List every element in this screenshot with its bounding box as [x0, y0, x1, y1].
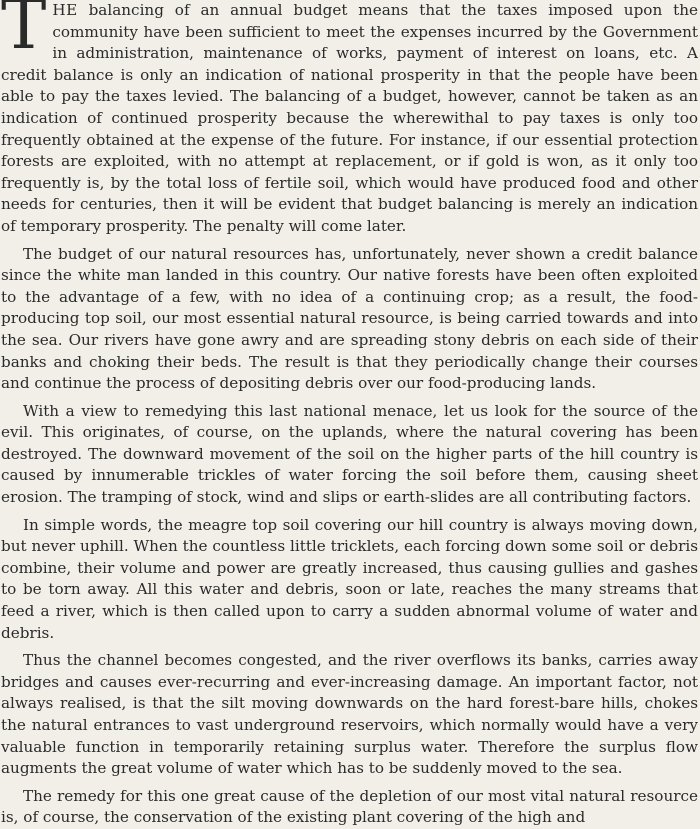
paragraph-4: In simple words, the meagre top soil covering our hill country is always moving down, but never uphill. When the countless little tricklets, each forcing down some soil or debris combine, their volume and power are greatly increased, thus causing gullies and gashes to be torn away. All this water and debris, soon or late, reaches the many streams that feed a river, which is then called upon to carry a sudden abnormal volume of water and debris.: [1, 515, 698, 642]
paragraph-6: The remedy for this one great cause of the depletion of our most vital natural resource is, of course, the conservation of the existing plant covering of the high and: [1, 786, 698, 827]
paragraph-5: Thus the channel becomes congested, and the river overflows its banks, carries away bridges and causes ever-recurring and ever-increasing damage. An important factor, not always realised, is that the silt moving downwards on the hard forest-bare hills, chokes the natural entrances to vast underground reservoirs, which normally would have a very valuable function in temporarily retaining surplus water. Therefore the surplus flow augments the great volume of water which has to be suddenly moved to the sea.: [1, 651, 698, 778]
paragraph-2: The budget of our natural resources has, unfortunately, never shown a credit balance since the white man landed in this country. Our native forests have been often exploited to the advantage of a few, with no idea of a continuing crop; as a result, the food-producing top soil, our most essential natural resource, is being carried towards and into the sea. Our rivers have gone awry and are spreading stony debris on each side of their banks and choking their beds. The result is that they periodically change their courses and continue the process of depositing debris over our food-producing lands.: [1, 244, 698, 393]
paragraph-1-lead: HE: [52, 1, 78, 19]
paragraph-3: With a view to remedying this last national menace, let us look for the source of the evil. This originates, of course, on the uplands, where the natural covering has been destroyed. The downward movement of the soil on the higher parts of the hill country is caused by innumerable trickles of water forcing the soil before them, causing sheet erosion. The tramping of stock, wind and slips or earth-slides are all contributing factors.: [1, 401, 698, 507]
paragraph-1-text: balancing of an annual budget means that the taxes imposed upon the community have been sufficient to meet the expenses incurred by the Government in administration, maintenance of works, payment of interest on loans, etc. A credit balance is only an indication of national prosperity in that the people have been able to pay the taxes levied. The balancing of a budget, however, cannot be taken as an indication of continued prosperity because the wherewithal to pay taxes is only too frequently obtained at the expense of the future. For instance, if our essential protection forests are exploited, with no attempt at replacement, or if gold is won, as it only too frequently is, by the total loss of fertile soil, which would have produced food and other needs for centuries, then it will be evident that budget balancing is merely an indication of temporary prosperity. The penalty will come later.: [1, 1, 698, 235]
drop-cap: T: [1, 0, 47, 65]
paragraph-1: [1, 0, 698, 238]
